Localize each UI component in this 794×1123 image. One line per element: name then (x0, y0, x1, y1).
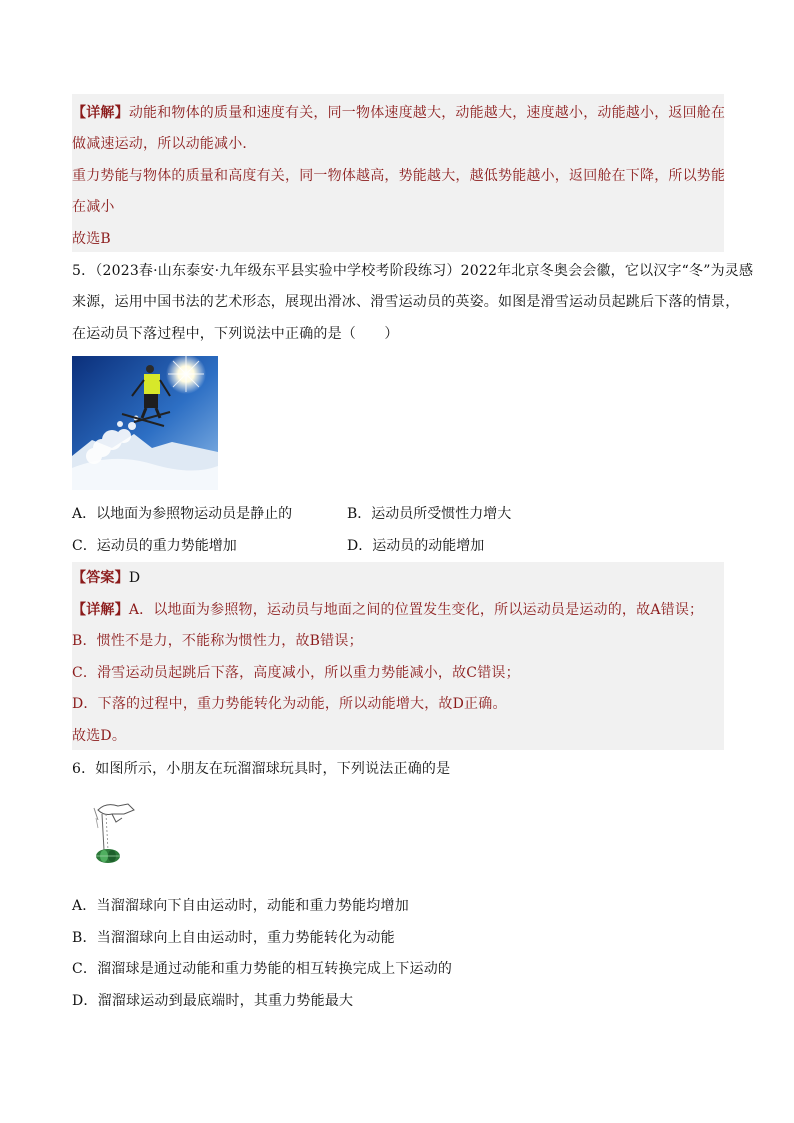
q5-stem-line-1: 5．（2023春·山东泰安·九年级东平县实验中学校考阶段练习）2022年北京冬奥会会徽，它以汉字“冬”为灵感 (72, 263, 754, 279)
detail-tag: 【详解】 (72, 105, 129, 121)
q5-answer-line (72, 569, 724, 587)
q5-detail-line-1: 【详解】A．以地面为参照物，运动员与地面之间的位置发生变化，所以运动员是运动的，故A错误； (72, 602, 704, 618)
yoyo-image (82, 800, 140, 868)
q6-option-b: B．当溜溜球向上自由运动时，重力势能转化为动能 (72, 930, 395, 946)
q5-option-c: C．运动员的重力势能增加 (72, 538, 237, 554)
q5-stem-line-2: 来源，运用中国书法的艺术形态，展现出滑冰、滑雪运动员的英姿。如图是滑雪运动员起跳后下落的情景， (72, 294, 740, 310)
q5-option-d: D．运动员的动能增加 (347, 538, 485, 554)
q4-detail-line-3: 重力势能与物体的质量和高度有关，同一物体越高，势能越大，越低势能越小，返回舱在下降，所以势能 (72, 168, 726, 184)
skier-image (72, 356, 218, 490)
q5-detail-line-3: C．滑雪运动员起跳后下落，高度减小，所以重力势能减小，故C错误； (72, 665, 520, 681)
q5-stem-line-3: 在运动员下落过程中，下列说法中正确的是（ ） (72, 326, 399, 342)
detail-tag: 【详解】 (72, 602, 129, 618)
q5-option-b: B．运动员所受惯性力增大 (347, 506, 512, 522)
answer-value: D (128, 570, 141, 586)
q5-option-a: A．以地面为参照物运动员是静止的 (72, 506, 293, 522)
q6-option-a: A．当溜溜球向下自由运动时，动能和重力势能均增加 (72, 898, 409, 914)
q5-detail-line-4: D．下落的过程中，重力势能转化为动能，所以动能增大，故D正确。 (72, 696, 507, 712)
q4-detail-line-4: 在减小 (72, 199, 115, 215)
q4-detail-line-1: 【详解】动能和物体的质量和速度有关，同一物体速度越大，动能越大，速度越小，动能越小，返回舱在 (72, 105, 726, 121)
q4-detail-line-2: 做减速运动，所以动能减小． (72, 136, 257, 152)
q4-detail-line-5: 故选B (72, 231, 111, 247)
q5-answer-block (72, 562, 724, 750)
q5-detail-line-2: B．惯性不是力，不能称为惯性力，故B错误； (72, 633, 363, 649)
q6-option-d: D．溜溜球运动到最底端时，其重力势能最大 (72, 993, 354, 1009)
q6-stem: 6．如图所示，小朋友在玩溜溜球玩具时，下列说法正确的是 (72, 761, 451, 777)
q6-option-c: C．溜溜球是通过动能和重力势能的相互转换完成上下运动的 (72, 961, 453, 977)
q5-detail-line-5: 故选D。 (72, 728, 127, 744)
answer-tag: 【答案】 (72, 570, 129, 586)
